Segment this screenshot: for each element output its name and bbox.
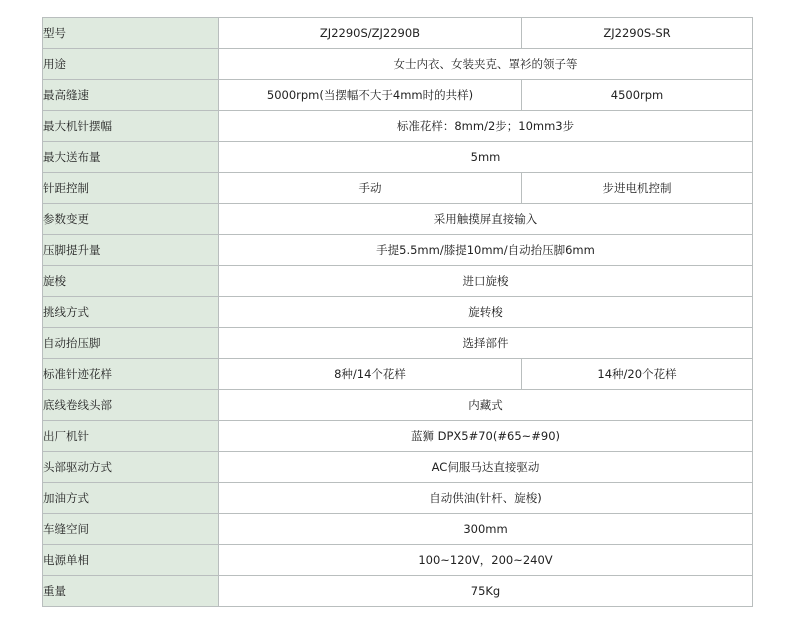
spec-row — [43, 359, 753, 390]
spec-label: 电源单相 — [43, 545, 219, 576]
spec-row — [43, 328, 753, 359]
spec-value: AC伺服马达直接驱动 — [219, 452, 753, 483]
spec-label: 标准针迹花样 — [43, 359, 219, 390]
spec-table — [42, 17, 753, 607]
spec-row — [43, 297, 753, 328]
spec-label: 旋梭 — [43, 266, 219, 297]
spec-row — [43, 576, 753, 607]
spec-value-right: 4500rpm — [522, 80, 753, 111]
spec-value-right: 步进电机控制 — [522, 173, 753, 204]
spec-label: 自动抬压脚 — [43, 328, 219, 359]
spec-value: 自动供油(针杆、旋梭) — [219, 483, 753, 514]
spec-label: 重量 — [43, 576, 219, 607]
spec-row — [43, 266, 753, 297]
spec-value: 75Kg — [219, 576, 753, 607]
spec-label: 参数变更 — [43, 204, 219, 235]
spec-value: 内藏式 — [219, 390, 753, 421]
spec-label: 最高缝速 — [43, 80, 219, 111]
spec-row — [43, 111, 753, 142]
spec-row — [43, 545, 753, 576]
spec-row — [43, 80, 753, 111]
spec-label: 针距控制 — [43, 173, 219, 204]
spec-label: 底线卷线头部 — [43, 390, 219, 421]
spec-value: 蓝狮 DPX5#70(#65~#90) — [219, 421, 753, 452]
spec-row — [43, 18, 753, 49]
spec-value-right: 14种/20个花样 — [522, 359, 753, 390]
spec-row — [43, 49, 753, 80]
spec-row — [43, 235, 753, 266]
spec-value: 300mm — [219, 514, 753, 545]
spec-label: 头部驱动方式 — [43, 452, 219, 483]
spec-row — [43, 173, 753, 204]
spec-label: 挑线方式 — [43, 297, 219, 328]
spec-value-left: 5000rpm(当摆幅不大于4mm时的共样) — [219, 80, 522, 111]
spec-value: 100~120V，200~240V — [219, 545, 753, 576]
spec-row — [43, 452, 753, 483]
spec-label: 型号 — [43, 18, 219, 49]
spec-label: 车缝空间 — [43, 514, 219, 545]
spec-value-left: 8种/14个花样 — [219, 359, 522, 390]
spec-label: 加油方式 — [43, 483, 219, 514]
spec-value: 进口旋梭 — [219, 266, 753, 297]
spec-label: 用途 — [43, 49, 219, 80]
spec-value: 女士内衣、女装夹克、罩衫的领子等 — [219, 49, 753, 80]
spec-label: 压脚提升量 — [43, 235, 219, 266]
spec-value: 标准花样：8mm/2步；10mm3步 — [219, 111, 753, 142]
spec-row — [43, 204, 753, 235]
spec-row — [43, 514, 753, 545]
spec-value-right: ZJ2290S-SR — [522, 18, 753, 49]
spec-value: 旋转梭 — [219, 297, 753, 328]
spec-label: 出厂机针 — [43, 421, 219, 452]
spec-value-left: 手动 — [219, 173, 522, 204]
spec-value: 5mm — [219, 142, 753, 173]
spec-value-left: ZJ2290S/ZJ2290B — [219, 18, 522, 49]
spec-value: 采用触摸屏直接输入 — [219, 204, 753, 235]
spec-label: 最大送布量 — [43, 142, 219, 173]
spec-table-body — [43, 18, 753, 607]
spec-row — [43, 421, 753, 452]
spec-label: 最大机针摆幅 — [43, 111, 219, 142]
spec-row — [43, 483, 753, 514]
spec-row — [43, 142, 753, 173]
spec-row — [43, 390, 753, 421]
spec-value: 选择部件 — [219, 328, 753, 359]
spec-value: 手提5.5mm/膝提10mm/自动抬压脚6mm — [219, 235, 753, 266]
